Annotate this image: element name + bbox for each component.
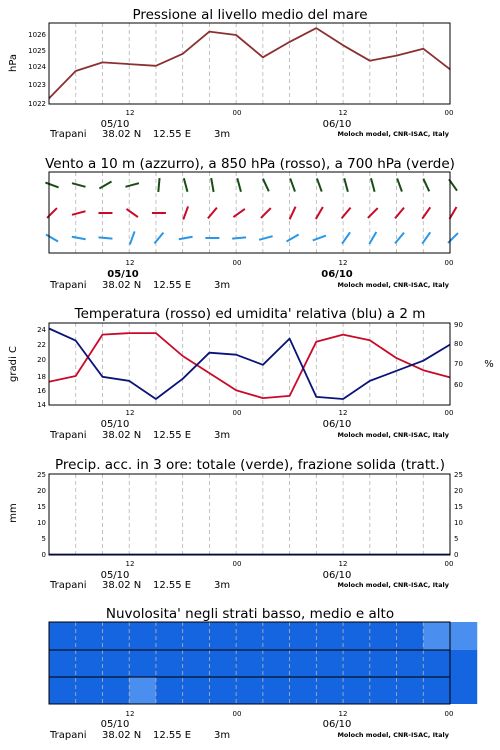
x-tick-label: 12	[338, 409, 348, 417]
precip-grid	[76, 474, 424, 555]
date-label: 06/10	[322, 419, 352, 430]
x-tick-label: 00	[232, 259, 242, 267]
latitude: 38.02 N	[102, 730, 142, 741]
x-tick-label: 00	[444, 710, 454, 718]
cloud-cell	[423, 677, 450, 704]
latitude: 38.02 N	[102, 280, 142, 291]
y-tick-label: 1026	[28, 31, 46, 39]
wind-barb	[126, 209, 137, 217]
cloud-cell	[450, 650, 477, 677]
barb-shaft	[371, 178, 375, 192]
x-tick-label: 12	[125, 409, 135, 417]
location-name: Trapani	[50, 280, 87, 291]
x-tick-label: 00	[232, 560, 242, 568]
temperature-title: Temperatura (rosso) ed umidita' relativa (blu) a 2 m	[74, 306, 426, 322]
model-credit: Moloch model, CNR-ISAC, Italy	[337, 431, 449, 439]
y-tick-label: 1025	[28, 47, 46, 55]
cloud-cell	[102, 650, 129, 677]
barb-shaft	[369, 232, 376, 244]
date-label: 06/10	[322, 570, 352, 581]
x-tick-label: 00	[444, 109, 454, 117]
wind-barb	[317, 178, 322, 191]
x-tick-label: 00	[444, 560, 454, 568]
elevation: 3m	[214, 430, 231, 441]
wind-barb	[179, 237, 193, 239]
y-tick-label: 0	[41, 551, 46, 559]
wind-barb	[369, 232, 376, 244]
wind-barb	[450, 207, 457, 219]
x-tick-label: 00	[232, 409, 242, 417]
cloud-cell	[290, 650, 317, 677]
cloud-cell	[397, 650, 424, 677]
y-tick-label: 25	[37, 471, 46, 479]
pressure-line	[49, 28, 450, 98]
cloud-cell	[290, 622, 317, 650]
date-label: 06/10	[321, 269, 353, 280]
cloud-cell	[316, 677, 343, 704]
model-credit: Moloch model, CNR-ISAC, Italy	[337, 281, 449, 289]
y-tick-label: 22	[37, 341, 46, 349]
precip-frame	[49, 474, 450, 555]
wind-barb	[130, 231, 135, 244]
barb-shaft	[397, 178, 402, 191]
wind-title: Vento a 10 m (azzurro), a 850 hPa (rosso), a 700 hPa (verde)	[45, 156, 455, 172]
longitude: 12.55 E	[153, 580, 192, 591]
cloud-cell	[397, 622, 424, 650]
precip-title: Precip. acc. in 3 ore: totale (verde), frazione solida (tratt.)	[55, 457, 445, 473]
temperature-footer	[49, 409, 453, 441]
cloud-cell	[370, 677, 397, 704]
y-tick-label: 16	[37, 387, 46, 395]
barb-shaft	[290, 178, 295, 191]
date-label: 06/10	[322, 119, 352, 130]
barb-shaft	[261, 208, 271, 218]
wind-barb	[313, 236, 326, 241]
pressure-ylabel: hPa	[8, 53, 19, 73]
cloud-cell	[263, 677, 290, 704]
cloud-cell	[49, 650, 76, 677]
barb-shaft	[99, 182, 111, 189]
barb-shaft	[313, 236, 326, 241]
wind-barb	[45, 183, 58, 188]
barb-shaft	[46, 235, 58, 242]
wind-barb	[344, 178, 348, 192]
wind-barb	[316, 207, 323, 219]
wind-barb	[72, 211, 86, 215]
cloud-cells	[49, 622, 477, 704]
location-name: Trapani	[50, 580, 87, 591]
barb-shaft	[259, 236, 273, 240]
temperature-humidity-series	[49, 329, 450, 400]
barb-shaft	[450, 207, 457, 219]
panel-temperature	[8, 306, 494, 441]
cloud-footer	[49, 710, 453, 741]
panel-precipitation	[8, 457, 463, 591]
wind-barb	[233, 209, 244, 217]
temperature-frame	[49, 323, 450, 405]
y-tick-label: 14	[37, 401, 46, 409]
cloud-cell	[209, 650, 236, 677]
cloud-cell	[49, 677, 76, 704]
barb-shaft	[158, 178, 159, 192]
barb-shaft	[232, 237, 246, 238]
wind-barbs	[45, 178, 458, 245]
panel-pressure	[8, 7, 453, 140]
barb-shaft	[263, 179, 269, 192]
cloud-cell	[316, 622, 343, 650]
date-label: 05/10	[107, 269, 139, 280]
cloud-cell	[76, 650, 103, 677]
wind-barb	[290, 207, 296, 220]
wind-barb	[287, 235, 299, 242]
y-tick-label: 20	[37, 356, 46, 364]
barb-shaft	[368, 208, 378, 218]
x-tick-label: 12	[125, 560, 135, 568]
wind-barb	[368, 208, 378, 218]
pressure-series	[49, 28, 450, 98]
cloud-cell	[129, 677, 156, 704]
precip-y-ticks-left	[37, 471, 46, 559]
elevation: 3m	[214, 580, 231, 591]
elevation: 3m	[214, 280, 231, 291]
wind-barb	[98, 237, 112, 238]
cloud-cell	[370, 622, 397, 650]
wind-barb	[158, 178, 159, 192]
barb-shaft	[184, 178, 188, 192]
cloud-cell	[343, 677, 370, 704]
pressure-title: Pressione al livello medio del mare	[132, 7, 368, 23]
cloud-cell	[236, 677, 263, 704]
x-tick-label: 12	[125, 109, 135, 117]
barb-shaft	[183, 206, 188, 219]
latitude: 38.02 N	[102, 129, 142, 140]
x-tick-label: 12	[125, 710, 135, 718]
y-tick-label: 24	[37, 326, 46, 334]
cloud-cell	[236, 650, 263, 677]
cloud-cell	[76, 677, 103, 704]
wind-barb	[72, 237, 86, 239]
cloud-cell	[236, 622, 263, 650]
cloud-cell	[290, 677, 317, 704]
barb-shaft	[98, 237, 112, 238]
barb-shaft	[130, 231, 135, 244]
wind-barb	[211, 178, 213, 192]
y-tick-label-right: 25	[454, 471, 463, 479]
pressure-footer	[49, 109, 453, 140]
date-label: 06/10	[322, 719, 352, 730]
cloud-cell	[49, 622, 76, 650]
y-tick-label-right: 60	[454, 381, 463, 389]
barb-shaft	[316, 207, 323, 219]
wind-barb	[261, 208, 271, 218]
y-tick-label: 10	[37, 519, 46, 527]
wind-barb	[290, 178, 295, 191]
cloud-cell	[156, 677, 183, 704]
cloud-cell	[183, 677, 210, 704]
y-tick-label: 1024	[28, 63, 46, 71]
panel-cloud-cover	[49, 606, 477, 741]
cloud-cell	[156, 622, 183, 650]
location-name: Trapani	[50, 730, 87, 741]
wind-barb	[423, 179, 429, 192]
cloud-cell	[209, 622, 236, 650]
elevation: 3m	[214, 730, 231, 741]
wind-footer	[49, 259, 453, 291]
wind-barb	[72, 183, 86, 187]
wind-barb	[259, 236, 273, 240]
wind-barb	[232, 237, 246, 238]
cloud-cell	[263, 650, 290, 677]
y-tick-label-right: 80	[454, 340, 463, 348]
barb-shaft	[179, 237, 193, 239]
y-tick-label-right: 70	[454, 360, 463, 368]
wind-barb	[237, 178, 241, 192]
wind-barb	[46, 235, 58, 242]
humidity-y-ticks	[454, 321, 463, 389]
precip-footer	[49, 560, 453, 591]
barb-shaft	[72, 211, 86, 215]
temperature-grid	[76, 323, 424, 405]
model-credit: Moloch model, CNR-ISAC, Italy	[337, 731, 449, 739]
cloud-cell	[209, 677, 236, 704]
precip-y-ticks-right	[454, 471, 463, 559]
y-tick-label-right: 10	[454, 519, 463, 527]
barb-shaft	[72, 183, 86, 187]
barb-shaft	[290, 207, 296, 220]
cloud-cell	[397, 677, 424, 704]
x-tick-label: 12	[125, 259, 135, 267]
location-name: Trapani	[50, 430, 87, 441]
latitude: 38.02 N	[102, 430, 142, 441]
date-label: 05/10	[100, 570, 130, 581]
cloud-cell	[183, 650, 210, 677]
cloud-cell	[183, 622, 210, 650]
x-tick-label: 00	[232, 710, 242, 718]
barb-shaft	[211, 178, 213, 192]
y-tick-label-right: 5	[454, 535, 459, 543]
y-tick-label: 20	[37, 487, 46, 495]
cloud-cell	[129, 622, 156, 650]
wind-barb	[125, 183, 139, 187]
x-tick-label: 00	[232, 109, 242, 117]
wind-barb	[397, 178, 402, 191]
cloud-cell	[423, 650, 450, 677]
longitude: 12.55 E	[153, 129, 192, 140]
x-tick-label: 12	[338, 109, 348, 117]
x-tick-label: 12	[338, 560, 348, 568]
latitude: 38.02 N	[102, 580, 142, 591]
y-tick-label-right: 15	[454, 503, 463, 511]
temperature-y-ticks	[37, 326, 46, 409]
longitude: 12.55 E	[153, 730, 192, 741]
cloud-cell	[450, 677, 477, 704]
temperature-ylabel: gradi C	[8, 346, 19, 382]
wind-barb	[99, 182, 111, 189]
cloud-cell	[102, 677, 129, 704]
cloud-cell	[343, 622, 370, 650]
barb-shaft	[45, 183, 58, 188]
cloud-cell	[316, 650, 343, 677]
y-tick-label: 18	[37, 373, 46, 381]
model-credit: Moloch model, CNR-ISAC, Italy	[337, 130, 449, 138]
y-tick-label: 15	[37, 503, 46, 511]
date-label: 05/10	[100, 419, 130, 430]
y-tick-label-right: 90	[454, 321, 463, 329]
barb-shaft	[126, 209, 137, 217]
y-tick-label-right: 20	[454, 487, 463, 495]
cloud-title: Nuvolosita' negli strati basso, medio e alto	[105, 606, 395, 622]
date-label: 05/10	[100, 719, 130, 730]
elevation: 3m	[214, 129, 231, 140]
model-credit: Moloch model, CNR-ISAC, Italy	[337, 581, 449, 589]
cloud-cell	[423, 622, 450, 650]
cloud-cell	[450, 622, 477, 650]
humidity-line	[49, 329, 450, 400]
temperature-line	[49, 333, 450, 398]
humidity-ylabel: %	[484, 359, 494, 370]
longitude: 12.55 E	[153, 280, 192, 291]
y-tick-label: 5	[41, 535, 46, 543]
panel-wind	[45, 156, 458, 291]
cloud-cell	[156, 650, 183, 677]
cloud-cell	[76, 622, 103, 650]
barb-shaft	[125, 183, 139, 187]
cloud-cell	[102, 622, 129, 650]
wind-barb	[183, 206, 188, 219]
barb-shaft	[237, 178, 241, 192]
barb-shaft	[233, 209, 244, 217]
cloud-cell	[370, 650, 397, 677]
cloud-cell	[343, 650, 370, 677]
y-tick-label: 1023	[28, 81, 46, 89]
cloud-cell	[263, 622, 290, 650]
precip-ylabel: mm	[8, 503, 19, 523]
x-tick-label: 00	[444, 409, 454, 417]
wind-barb	[263, 179, 269, 192]
x-tick-label: 12	[338, 259, 348, 267]
pressure-y-ticks	[28, 31, 46, 108]
location-name: Trapani	[50, 129, 87, 140]
longitude: 12.55 E	[153, 430, 192, 441]
barb-shaft	[344, 178, 348, 192]
x-tick-label: 12	[338, 710, 348, 718]
barb-shaft	[287, 235, 299, 242]
y-tick-label: 1022	[28, 100, 46, 108]
wind-barb	[184, 178, 188, 192]
y-tick-label-right: 0	[454, 551, 459, 559]
cloud-cell	[129, 650, 156, 677]
barb-shaft	[317, 178, 322, 191]
wind-barb	[371, 178, 375, 192]
x-tick-label: 00	[444, 259, 454, 267]
barb-shaft	[72, 237, 86, 239]
date-label: 05/10	[100, 119, 130, 130]
barb-shaft	[423, 179, 429, 192]
